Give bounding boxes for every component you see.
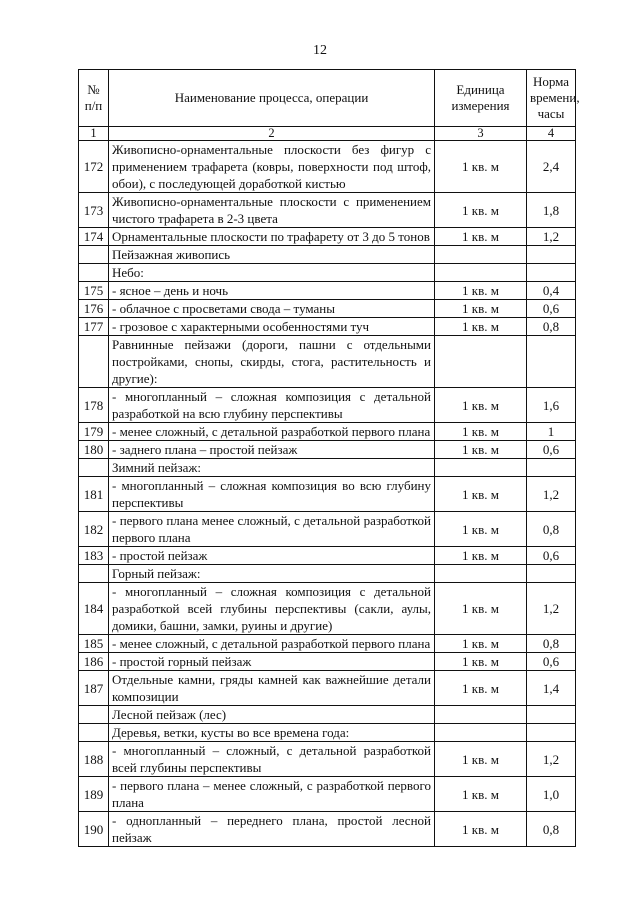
table-row <box>79 141 576 193</box>
row-unit: 1 кв. м <box>435 635 527 653</box>
row-name: - первого плана – менее сложный, с разработкой первого плана <box>109 777 435 812</box>
row-norm: 2,4 <box>527 141 576 193</box>
row-unit: 1 кв. м <box>435 193 527 228</box>
row-norm: 0,8 <box>527 812 576 847</box>
row-number: 174 <box>79 228 109 246</box>
table-row <box>79 264 576 282</box>
table-row <box>79 441 576 459</box>
column-number: 1 <box>79 127 109 141</box>
header-name: Наименование процесса, операции <box>109 70 435 127</box>
table-row <box>79 477 576 512</box>
table-row <box>79 653 576 671</box>
row-norm <box>527 246 576 264</box>
row-unit: 1 кв. м <box>435 742 527 777</box>
row-unit: 1 кв. м <box>435 228 527 246</box>
row-number <box>79 706 109 724</box>
row-unit <box>435 724 527 742</box>
row-number: 173 <box>79 193 109 228</box>
table-row <box>79 547 576 565</box>
row-name: - многопланный – сложная композиция с детальной разработкой на всю глубину перспективы <box>109 388 435 423</box>
row-number: 180 <box>79 441 109 459</box>
row-name: Деревья, ветки, кусты во все времена года: <box>109 724 435 742</box>
row-name: - ясное – день и ночь <box>109 282 435 300</box>
row-name: - многопланный – сложный, с детальной разработкой всей глубины перспективы <box>109 742 435 777</box>
table-row <box>79 777 576 812</box>
row-unit: 1 кв. м <box>435 282 527 300</box>
column-number: 3 <box>435 127 527 141</box>
row-norm: 0,4 <box>527 282 576 300</box>
row-name: - облачное с просветами свода – туманы <box>109 300 435 318</box>
row-number: 183 <box>79 547 109 565</box>
table-row <box>79 812 576 847</box>
row-name: - однопланный – переднего плана, простой лесной пейзаж <box>109 812 435 847</box>
table-row <box>79 193 576 228</box>
row-number: 184 <box>79 583 109 635</box>
row-unit: 1 кв. м <box>435 141 527 193</box>
row-name: Пейзажная живопись <box>109 246 435 264</box>
header-unit: Единица измерения <box>435 70 527 127</box>
row-number: 187 <box>79 671 109 706</box>
row-name: - первого плана менее сложный, с детальной разработкой первого плана <box>109 512 435 547</box>
row-name: - менее сложный, с детальной разработкой первого плана <box>109 635 435 653</box>
row-norm: 0,8 <box>527 512 576 547</box>
row-name: Зимний пейзаж: <box>109 459 435 477</box>
row-unit: 1 кв. м <box>435 300 527 318</box>
row-norm: 0,8 <box>527 318 576 336</box>
header-num: № п/п <box>79 70 109 127</box>
row-number: 186 <box>79 653 109 671</box>
row-number <box>79 724 109 742</box>
row-norm <box>527 724 576 742</box>
table-row <box>79 228 576 246</box>
row-norm: 1,2 <box>527 477 576 512</box>
row-number <box>79 264 109 282</box>
row-unit <box>435 565 527 583</box>
row-number <box>79 565 109 583</box>
table-row <box>79 423 576 441</box>
row-norm: 0,6 <box>527 441 576 459</box>
row-number: 175 <box>79 282 109 300</box>
header-norm: Норма времени, часы <box>527 70 576 127</box>
row-norm: 1,6 <box>527 388 576 423</box>
row-norm <box>527 336 576 388</box>
table-row <box>79 246 576 264</box>
row-number: 189 <box>79 777 109 812</box>
column-number-row <box>79 127 576 141</box>
row-unit: 1 кв. м <box>435 441 527 459</box>
row-unit: 1 кв. м <box>435 388 527 423</box>
row-norm <box>527 264 576 282</box>
row-name: Живописно-орнаментальные плоскости без фигур с применением трафарета (ковры, поверхности под штоф, обои), с последующей доработкой кистью <box>109 141 435 193</box>
row-unit: 1 кв. м <box>435 653 527 671</box>
row-name: Орнаментальные плоскости по трафарету от 3 до 5 тонов <box>109 228 435 246</box>
row-norm <box>527 565 576 583</box>
row-norm: 1,2 <box>527 742 576 777</box>
row-norm: 1,4 <box>527 671 576 706</box>
table-row <box>79 388 576 423</box>
table-row <box>79 336 576 388</box>
row-unit: 1 кв. м <box>435 671 527 706</box>
row-number <box>79 246 109 264</box>
row-name: - простой пейзаж <box>109 547 435 565</box>
row-number: 181 <box>79 477 109 512</box>
row-norm: 1,8 <box>527 193 576 228</box>
table-row <box>79 282 576 300</box>
row-name: - многопланный – сложная композиция во всю глубину перспективы <box>109 477 435 512</box>
row-norm: 0,6 <box>527 547 576 565</box>
row-number: 185 <box>79 635 109 653</box>
row-name: Живописно-орнаментальные плоскости с применением чистого трафарета в 2-3 цвета <box>109 193 435 228</box>
row-unit: 1 кв. м <box>435 777 527 812</box>
table-row <box>79 583 576 635</box>
column-number: 2 <box>109 127 435 141</box>
row-norm: 0,8 <box>527 635 576 653</box>
table-row <box>79 459 576 477</box>
row-name: Равнинные пейзажи (дороги, пашни с отдельными постройками, снопы, скирды, стога, растительность и другие): <box>109 336 435 388</box>
table-row <box>79 671 576 706</box>
row-unit: 1 кв. м <box>435 547 527 565</box>
table-row <box>79 565 576 583</box>
row-norm: 1 <box>527 423 576 441</box>
row-name: Отдельные камни, гряды камней как важнейшие детали композиции <box>109 671 435 706</box>
row-unit: 1 кв. м <box>435 477 527 512</box>
row-name: - многопланный – сложная композиция с детальной разработкой всей глубины перспективы (сакли, аулы, домики, башни, замки, руины и другие) <box>109 583 435 635</box>
row-name: Лесной пейзаж (лес) <box>109 706 435 724</box>
table-row <box>79 635 576 653</box>
row-unit: 1 кв. м <box>435 423 527 441</box>
column-number: 4 <box>527 127 576 141</box>
row-name: Горный пейзаж: <box>109 565 435 583</box>
row-norm: 1,0 <box>527 777 576 812</box>
row-name: - простой горный пейзаж <box>109 653 435 671</box>
row-norm <box>527 706 576 724</box>
row-name: Небо: <box>109 264 435 282</box>
row-unit <box>435 264 527 282</box>
row-number: 176 <box>79 300 109 318</box>
row-number: 190 <box>79 812 109 847</box>
row-norm: 1,2 <box>527 228 576 246</box>
row-unit <box>435 706 527 724</box>
row-unit: 1 кв. м <box>435 583 527 635</box>
page-number: 12 <box>313 43 327 58</box>
table-header-row <box>79 70 576 127</box>
row-unit: 1 кв. м <box>435 812 527 847</box>
row-number: 179 <box>79 423 109 441</box>
row-number: 177 <box>79 318 109 336</box>
row-unit <box>435 336 527 388</box>
row-unit <box>435 459 527 477</box>
table-row <box>79 512 576 547</box>
table-row <box>79 318 576 336</box>
row-number: 182 <box>79 512 109 547</box>
row-unit <box>435 246 527 264</box>
row-name: - заднего плана – простой пейзаж <box>109 441 435 459</box>
row-unit: 1 кв. м <box>435 318 527 336</box>
row-norm: 0,6 <box>527 653 576 671</box>
table-body <box>79 141 576 847</box>
row-number <box>79 336 109 388</box>
row-name: - менее сложный, с детальной разработкой первого плана <box>109 423 435 441</box>
row-number: 178 <box>79 388 109 423</box>
row-norm: 0,6 <box>527 300 576 318</box>
norms-table <box>78 69 580 847</box>
table-row <box>79 706 576 724</box>
table-row <box>79 300 576 318</box>
table-row <box>79 724 576 742</box>
row-number: 172 <box>79 141 109 193</box>
row-norm: 1,2 <box>527 583 576 635</box>
row-number: 188 <box>79 742 109 777</box>
row-name: - грозовое с характерными особенностями туч <box>109 318 435 336</box>
row-norm <box>527 459 576 477</box>
row-number <box>79 459 109 477</box>
row-unit: 1 кв. м <box>435 512 527 547</box>
table-row <box>79 742 576 777</box>
